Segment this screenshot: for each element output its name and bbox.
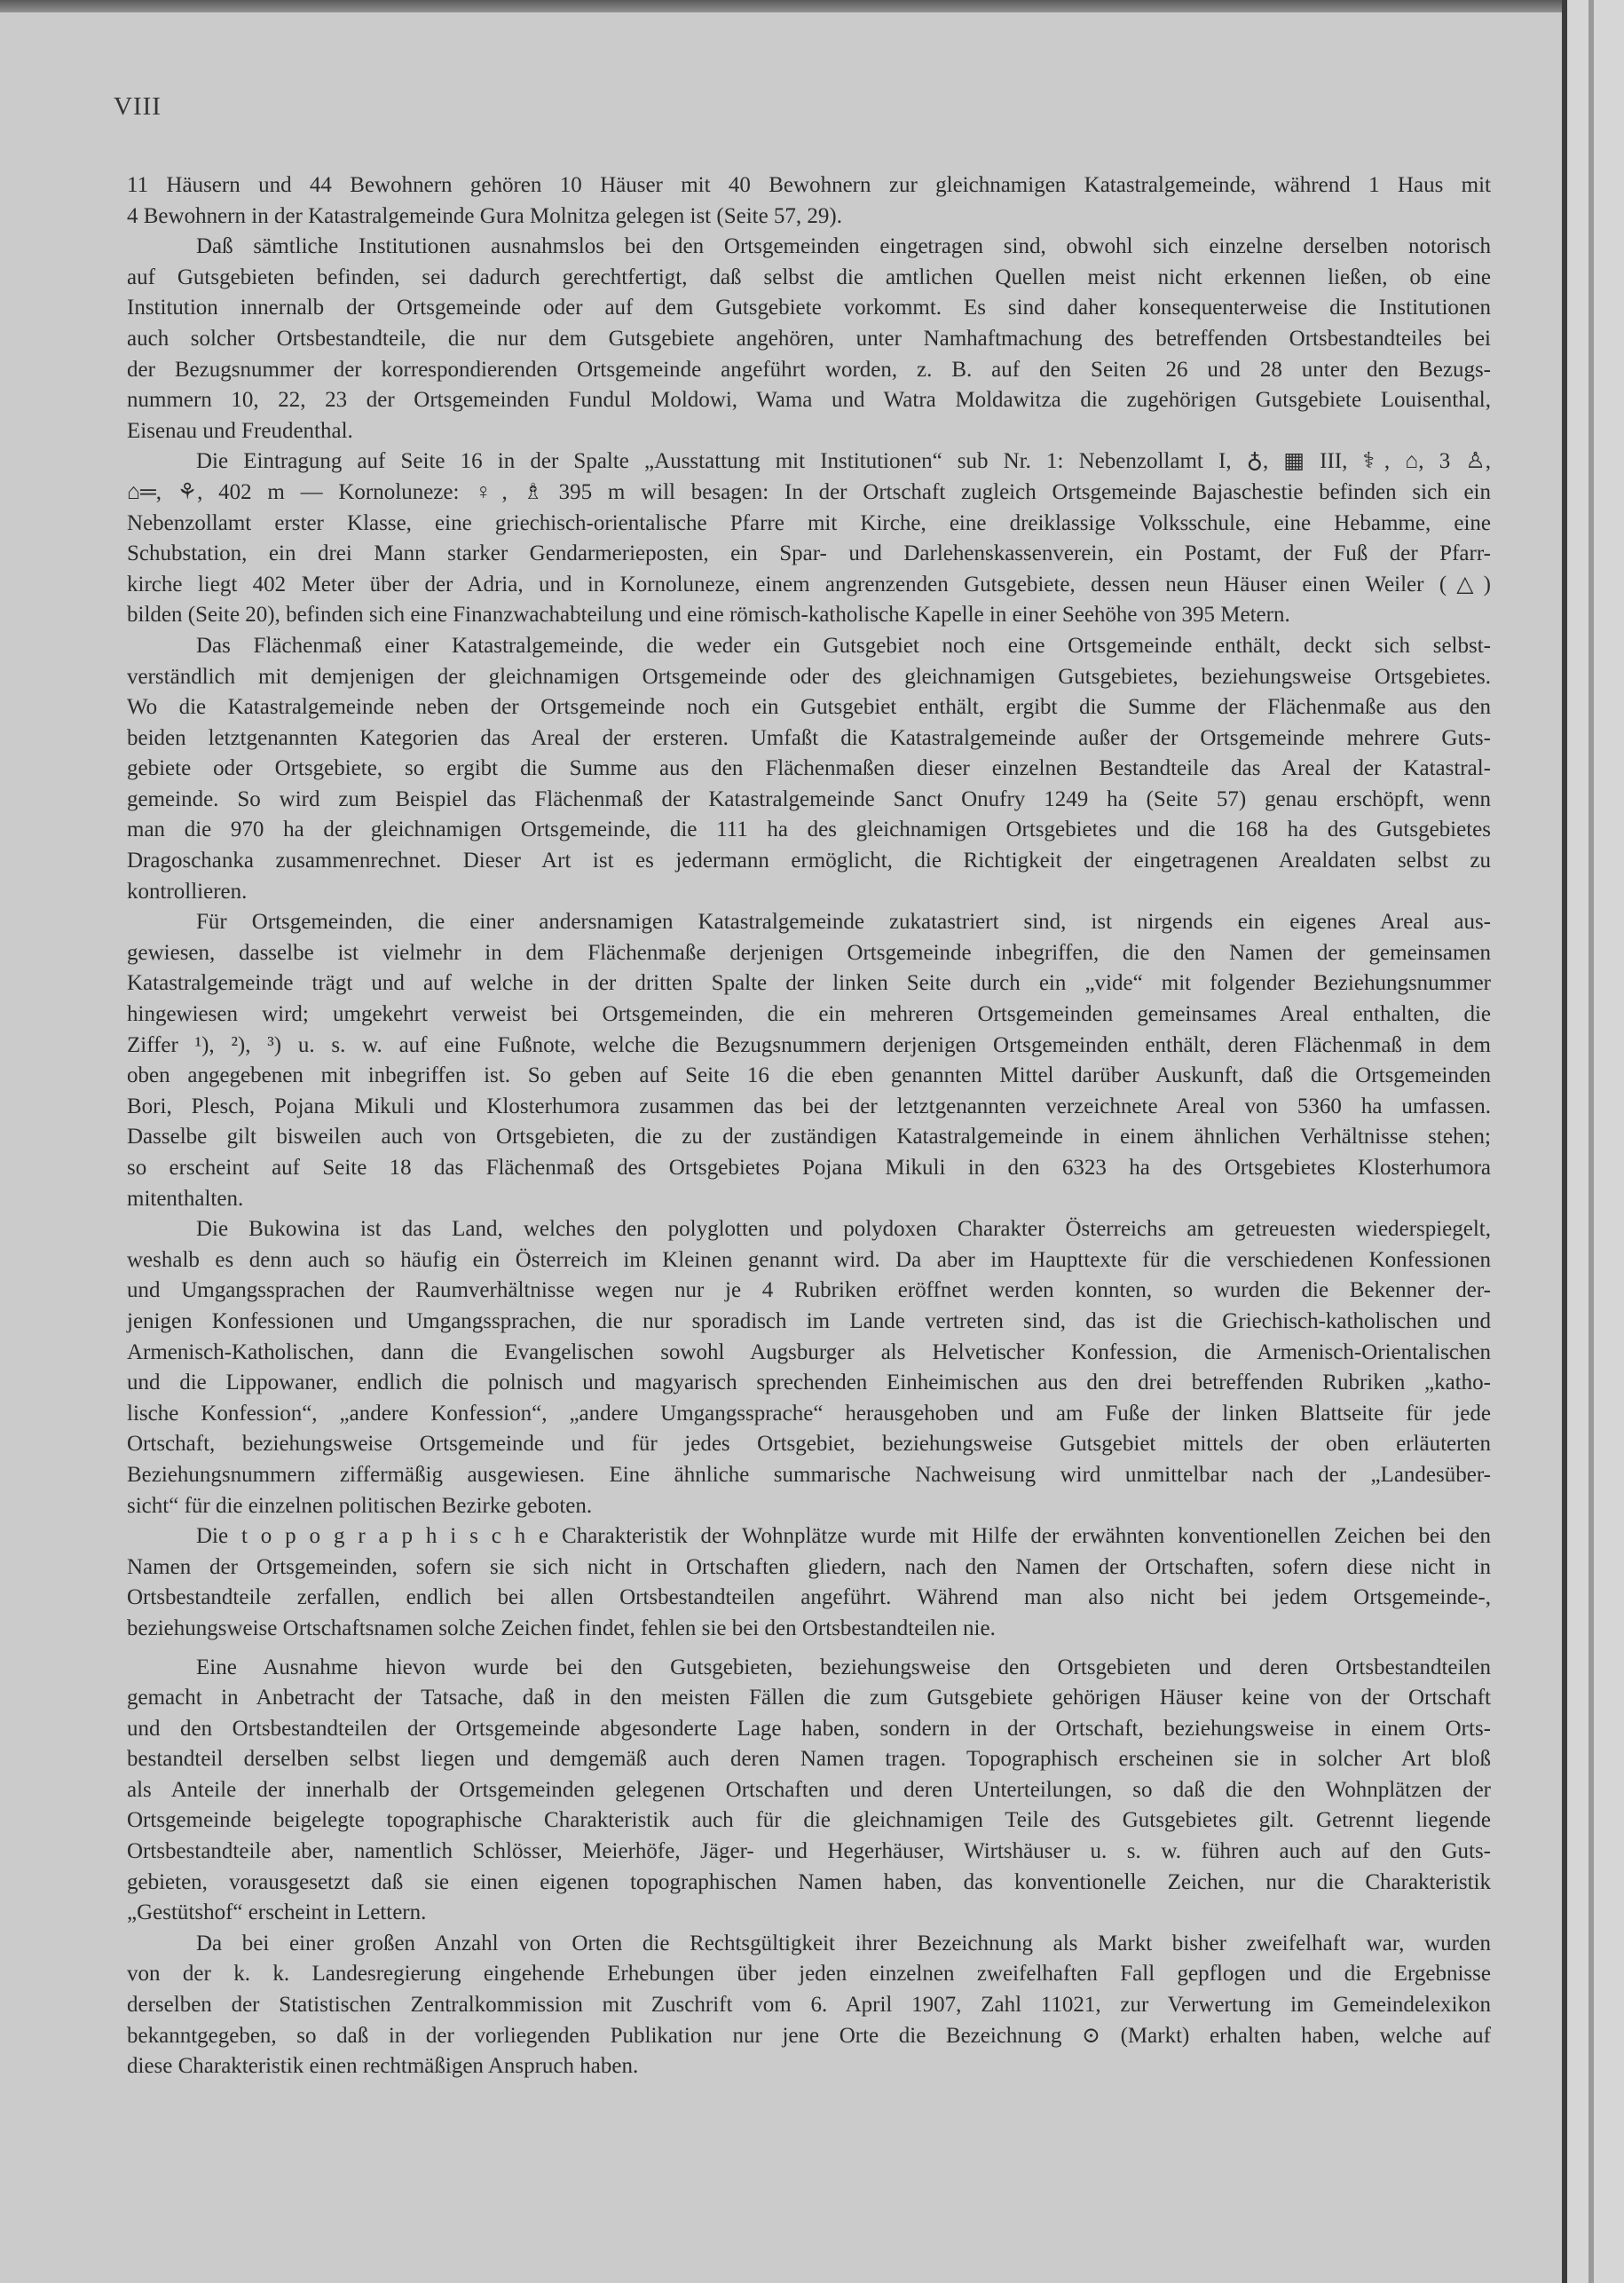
text-line: Ziffer ¹), ²), ³) u. s. w. auf eine Fußnote, welche die Bezugsnummern derjenigen Ortsgemeinden enthält, deren Flächenmaß in dem: [127, 1032, 1491, 1057]
text-line: und den Ortsbestandteilen der Ortsgemeinde abgesonderte Lage haben, sondern in der Ortschaft, beziehungsweise in einem Orts-: [127, 1716, 1491, 1741]
text-line: bestandteil derselben selbst liegen und demgemäß auch deren Namen tragen. Topographisch erscheinen sie in solcher Art bloß: [127, 1747, 1491, 1772]
text-line: Dragoschanka zusammenrechnet. Dieser Art ist es jedermann ermöglicht, die Richtigkeit der eingetragenen Arealdaten selbst zu: [127, 849, 1491, 873]
paragraph: [127, 170, 1491, 232]
text-line: Ortschaft, beziehungsweise Ortsgemeinde und für jedes Ortsgebiet, beziehungsweise Gutsgebiet mittels der oben erläuterten: [127, 1432, 1491, 1457]
text-line: Bori, Plesch, Pojana Mikuli und Klosterhumora zusammen das bei der letztgenannten verzeichnete Areal von 5360 ha umfassen.: [127, 1094, 1491, 1118]
text-line: gemacht in Anbetracht der Tatsache, daß in den meisten Fällen die zum Gutsgebiete gehörigen Häuser keine von der Ortschaft: [127, 1686, 1491, 1710]
text-line: weshalb es denn auch so häufig ein Österreich im Kleinen genannt wird. Da aber im Haupttexte für die verschiedenen Konfessionen: [127, 1247, 1491, 1272]
body-text: [127, 170, 1491, 2082]
text-line: von der k. k. Landesregierung eingehende Erhebungen über jeden einzelnen zweifelhaften Fall gepflogen und die Ergebnisse: [127, 1962, 1491, 1987]
text-line: Armenisch-Katholischen, dann die Evangelischen sowohl Augsburger als Helvetischer Konfession, die Armenisch-Orientalischen: [127, 1339, 1491, 1364]
text-line: als Anteile der innerhalb der Ortsgemeinden gelegenen Ortschaften und deren Unterteilungen, so daß die den Wohnplätzen der: [127, 1777, 1491, 1802]
text-line: Dasselbe gilt bisweilen auch von Ortsgebieten, die zu der zuständigen Katastralgemeinde in einem ähnlichen Verhältnisse stehen;: [127, 1125, 1491, 1149]
text-line: Beziehungsnummern ziffermäßig ausgewiesen. Eine ähnliche summarische Nachweisung wird unmittelbar nach der „Landesüber-: [127, 1462, 1491, 1487]
text-line: Da bei einer großen Anzahl von Orten die Rechtsgültigkeit ihrer Bezeichnung als Markt bisher zweifelhaft war, wurden: [196, 1931, 1491, 1955]
text-line: Eine Ausnahme hievon wurde bei den Gutsgebieten, beziehungsweise den Ortsgebieten und deren Ortsbestandteilen: [196, 1655, 1491, 1679]
text-line: diese Charakteristik einen rechtmäßigen Anspruch haben.: [127, 2054, 639, 2079]
text-line: Die Bukowina ist das Land, welches den polyglotten und polydoxen Charakter Österreichs am getreuesten wiederspiegelt,: [196, 1217, 1491, 1242]
text-line: lische Konfession“, „andere Konfession“, „andere Umgangssprache“ herausgehoben und am Fuße der linken Blattseite für jede: [127, 1401, 1491, 1426]
text-line: Ortsbestandteile aber, namentlich Schlösser, Meierhöfe, Jäger- und Hegerhäuser, Wirtshäuser u. s. w. führen auch auf den Guts-: [127, 1839, 1491, 1864]
text-line: beiden letztgenannten Kategorien das Areal der ersteren. Umfaßt die Katastralgemeinde außer der Ortsgemeinde mehrere Guts-: [127, 725, 1491, 750]
text-line: Nebenzollamt erster Klasse, eine griechisch-orientalische Pfarre mit Kirche, eine dreiklassige Volksschule, eine Hebamme, eine: [127, 510, 1491, 535]
text-line: Das Flächenmaß einer Katastralgemeinde, die weder ein Gutsgebiet noch eine Ortsgemeinde enthält, deckt sich selbst-: [196, 633, 1491, 658]
text-line: man die 970 ha der gleichnamigen Ortsgemeinde, die 111 ha des gleichnamigen Ortsgebietes und die 168 ha des Gutsgebietes: [127, 818, 1491, 842]
text-line: kirche liegt 402 Meter über der Adria, und in Kornoluneze, einem angrenzenden Gutsgebiete, dessen neun Häuser einen Weiler (△): [127, 572, 1491, 596]
text-line: Daß sämtliche Institutionen ausnahmslos bei den Ortsgemeinden eingetragen sind, obwohl sich einzelne derselben notorisch: [196, 234, 1491, 259]
text-line: bekanntgegeben, so daß in der vorliegenden Publikation nur jene Orte die Bezeichnung ⊙ (Markt) erhalten haben, welche auf: [127, 2023, 1491, 2048]
text-line: kontrollieren.: [127, 879, 248, 904]
text-line: auch solcher Ortsbestandteile, die nur dem Gutsgebiete angehören, unter Namhaftmachung des betreffenden Ortsbestandteiles bei: [127, 326, 1491, 351]
text-line: Ortsgemeinde beigelegte topographische Charakteristik auch für die gleichnamigen Teile des Gutsgebietes gilt. Getrennt liegende: [127, 1808, 1491, 1833]
text-line: Eisenau und Freudenthal.: [127, 418, 353, 443]
text-line: beziehungsweise Ortschaftsnamen solche Zeichen findet, fehlen sie bei den Ortsbestandteilen nie.: [127, 1615, 996, 1640]
text-line: hingewiesen wird; umgekehrt verweist bei Ortsgemeinden, die ein mehreren Ortsgemeinden gemeinsames Areal enthalten, die: [127, 1002, 1491, 1027]
text-line: nummern 10, 22, 23 der Ortsgemeinden Fundul Moldowi, Wama und Watra Moldawitza die zugehörigen Gutsgebiete Louisenthal,: [127, 388, 1491, 413]
scan-margin-line: [1589, 0, 1594, 2283]
text-line: 11 Häusern und 44 Bewohnern gehören 10 Häuser mit 40 Bewohnern zur gleichnamigen Katastralgemeinde, während 1 Haus mit: [127, 173, 1491, 197]
text-line: auf Gutsgebieten befinden, sei dadurch gerechtfertigt, daß selbst die amtlichen Quellen meist nicht erkennen ließen, ob eine: [127, 265, 1491, 289]
text-line: Institution innernalb der Ortsgemeinde oder auf dem Gutsgebiete vorkommt. Es sind daher konsequenterweise die Institutionen: [127, 296, 1491, 320]
text-line: Namen der Ortsgemeinden, sofern sie sich nicht in Ortschaften gliedern, nach den Namen der Ortschaften, sofern diese nicht in: [127, 1554, 1491, 1579]
paragraph: [127, 446, 1491, 631]
text-line: Für Ortsgemeinden, die einer andersnamigen Katastralgemeinde zukatastriert sind, ist nirgends ein eigenes Areal aus-: [196, 910, 1491, 935]
text-line: verständlich mit demjenigen der gleichnamigen Ortsgemeinde oder des gleichnamigen Gutsgebietes, beziehungsweise Ortsgebietes.: [127, 664, 1491, 689]
text-line: gewiesen, dasselbe ist vielmehr in dem Flächenmaße derjenigen Ortsgemeinde inbegriffen, die den Namen der gemeinsamen: [127, 940, 1491, 965]
text-line: der Bezugsnummer der korrespondierenden Ortsgemeinde angeführt worden, z. B. auf den Seiten 26 und 28 unter den Bezugs-: [127, 357, 1491, 382]
text-line: Die t o p o g r a p h i s c h e Charakteristik der Wohnplätze wurde mit Hilfe der erwähnten konventionellen Zeichen bei den: [196, 1524, 1491, 1549]
text-line: und die Lippowaner, endlich die polnisch und magyarisch sprechenden Einheimischen aus den drei betreffenden Rubriken „katho-: [127, 1371, 1491, 1395]
text-line: „Gestütshof“ erscheint in Lettern.: [127, 1900, 427, 1925]
paragraph: [127, 232, 1491, 446]
text-line: Wo die Katastralgemeinde neben der Ortsgemeinde noch ein Gutsgebiet enthält, ergibt die Summe der Flächenmaße aus den: [127, 695, 1491, 720]
text-line: Schubstation, ein drei Mann starker Gendarmerieposten, ein Spar- und Darlehenskassenverein, ein Postamt, der Fuß der Pfarr-: [127, 541, 1491, 566]
text-line: jenigen Konfessionen und Umgangssprachen, die nur sporadisch im Lande vertreten sind, das ist die Griechisch-katholischen und: [127, 1308, 1491, 1333]
text-line: gebiete oder Ortsgebiete, so ergibt die Summe aus den Flächenmaßen dieser einzelnen Bestandteile das Areal der Katastral-: [127, 756, 1491, 781]
text-line: Katastralgemeinde trägt und auf welche in der dritten Spalte der linken Seite durch ein „vide“ mit folgender Beziehungsnummer: [127, 971, 1491, 996]
text-line: Die Eintragung auf Seite 16 in der Spalte „Ausstattung mit Institutionen“ sub Nr. 1: Nebenzollamt I, ♁, ▦ III, ⚕, ⌂, 3 ♙,: [196, 449, 1491, 474]
text-line: und Umgangssprachen der Raumverhältnisse wegen nur je 4 Rubriken eröffnet werden konnten, so wurden die Bekenner der-: [127, 1278, 1491, 1303]
text-line: bilden (Seite 20), befinden sich eine Finanzwachabteilung und eine römisch-katholische Kapelle in einer Seehöhe von 395 Metern.: [127, 603, 1290, 628]
paragraph: [127, 1214, 1491, 1521]
text-line: sicht“ für die einzelnen politischen Bezirke geboten.: [127, 1493, 593, 1518]
text-line: Ortsbestandteile zerfallen, endlich bei allen Ortsbestandteilen angeführt. Während man also nicht bei jedem Ortsgemeinde-,: [127, 1585, 1491, 1610]
paragraph: [127, 1653, 1491, 1929]
paragraph: [127, 631, 1491, 907]
paragraph: [127, 1929, 1491, 2082]
text-line: gemeinde. So wird zum Beispiel das Flächenmaß der Katastralgemeinde Sanct Onufry 1249 ha (Seite 57) genau erschöpft, wenn: [127, 786, 1491, 811]
text-line: derselben der Statistischen Zentralkommission mit Zuschrift vom 6. April 1907, Zahl 11021, zur Verwertung im Gemeindelexikon: [127, 1993, 1491, 2018]
scan-margin: [1567, 0, 1624, 2283]
text-line: 4 Bewohnern in der Katastralgemeinde Gura Molnitza gelegen ist (Seite 57, 29).: [127, 203, 843, 228]
page-number: VIII: [114, 92, 162, 121]
text-line: oben angegebenen mit inbegriffen ist. So geben auf Seite 16 die eben genannten Mittel darüber Auskunft, daß die Ortsgemeinden: [127, 1063, 1491, 1088]
text-line: mitenthalten.: [127, 1186, 244, 1211]
paragraph: [127, 1521, 1491, 1644]
paragraph: [127, 907, 1491, 1214]
text-line: gebieten, vorausgesetzt daß sie einen eigenen topographischen Namen haben, das konventionelle Zeichen, nur die Charakteristik: [127, 1869, 1491, 1894]
text-line: so erscheint auf Seite 18 das Flächenmaß des Ortsgebietes Pojana Mikuli in den 6323 ha des Ortsgebietes Klosterhumora: [127, 1156, 1491, 1180]
text-line: ⌂═, ⚘, 402 m — Kornoluneze: ♀, ♗ 395 m will besagen: In der Ortschaft zugleich Ortsgemeinde Bajaschestie befinden sich ein: [127, 479, 1491, 504]
